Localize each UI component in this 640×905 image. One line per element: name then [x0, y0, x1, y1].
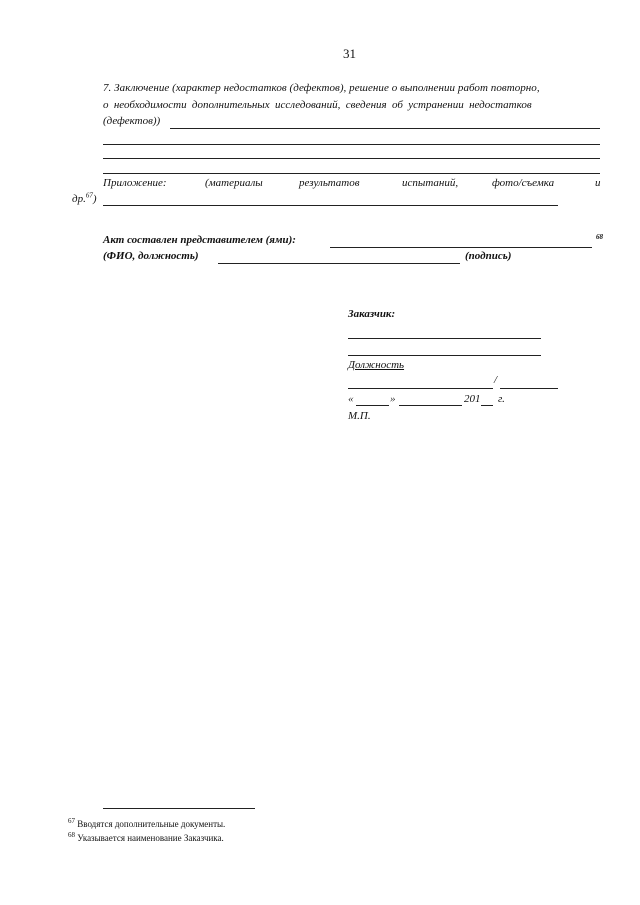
appendix-label: Приложение: [103, 177, 167, 189]
customer-name-line[interactable] [348, 338, 541, 339]
appendix-word-3: результатов [299, 177, 360, 189]
conclusion-fill-line-2[interactable] [103, 144, 600, 145]
appendix-word-2: (материалы [205, 177, 263, 189]
date-open-quote: « [348, 393, 354, 405]
customer-slash: / [494, 374, 498, 386]
date-year: 201 [464, 393, 481, 405]
customer-org-line[interactable] [348, 355, 541, 356]
act-label: Акт составлен представителем (ями): [103, 234, 296, 246]
date-month-line[interactable] [399, 405, 462, 406]
appendix-word-4: испытаний, [402, 177, 459, 189]
act-representative-line[interactable] [330, 247, 592, 248]
appendix-word-5: фото/съемка [492, 177, 555, 189]
conclusion-fill-line-3[interactable] [103, 158, 600, 159]
page-number: 31 [343, 46, 356, 61]
conclusion-fill-line-4[interactable] [103, 173, 600, 174]
conclusion-fill-line-1[interactable] [170, 128, 600, 129]
appendix-word-6: и [595, 177, 601, 189]
act-signature-label: (подпись) [465, 250, 512, 262]
footnote-67: $^{67}$ Вводятся дополнительные документы. [68, 817, 226, 829]
date-year-line[interactable] [481, 405, 493, 406]
conclusion-line-1: 7. Заключение (характер недостатков (дефектов), решение о выполнении работ повторно, [103, 82, 540, 94]
date-close-quote: » [390, 393, 396, 405]
conclusion-line-2: о необходимости дополнительных исследований, сведения об устранении недостатков [103, 99, 532, 111]
customer-signature-line[interactable] [348, 388, 493, 389]
act-name-line[interactable] [218, 263, 460, 264]
act-name-label: (ФИО, должность) [103, 250, 199, 262]
footnote-separator [103, 808, 255, 809]
date-day-line[interactable] [356, 405, 389, 406]
customer-initials-line[interactable] [500, 388, 558, 389]
date-year-suffix: г. [498, 393, 505, 405]
conclusion-line-3: (дефектов)) [103, 115, 161, 127]
appendix-line-2: др.$^{67}$) [72, 191, 97, 205]
appendix-fill-line[interactable] [103, 205, 558, 206]
footnote-68: $^{68}$ Указывается наименование Заказчика. [68, 831, 224, 843]
customer-position: Должность [348, 359, 405, 371]
stamp-label: М.П. [348, 410, 371, 422]
customer-title: Заказчик: [348, 308, 396, 320]
act-footnote-ref: 68 [596, 233, 603, 241]
